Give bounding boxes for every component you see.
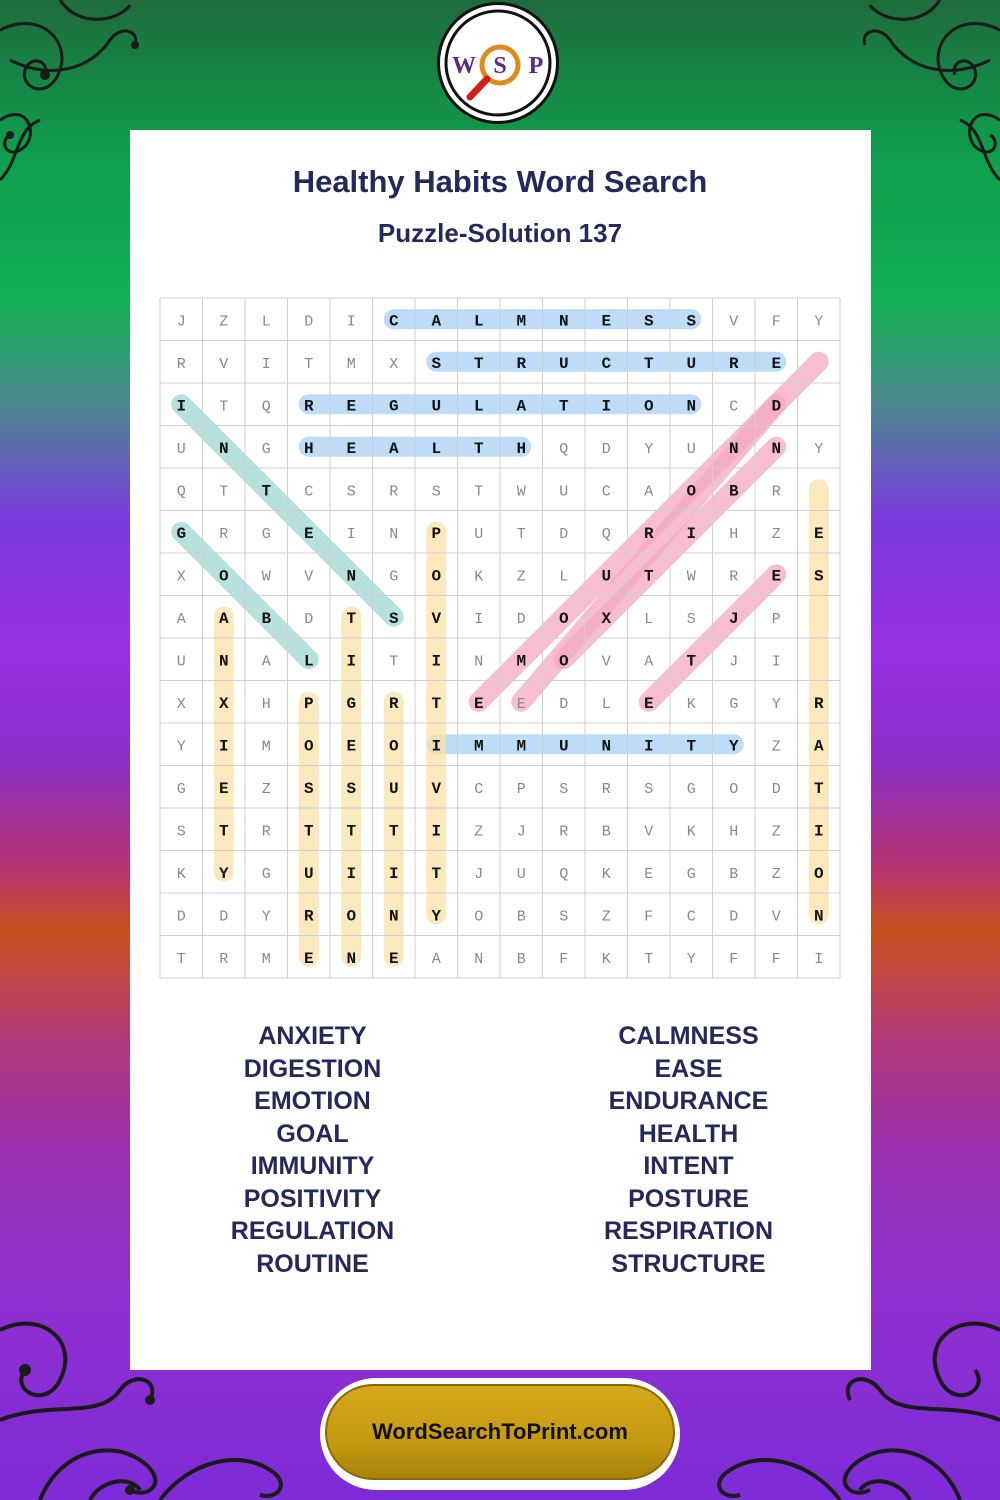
- grid-letter: O: [686, 482, 697, 501]
- grid-letter: O: [218, 567, 229, 586]
- grid-letter: U: [176, 653, 186, 671]
- grid-letter: S: [388, 609, 399, 628]
- grid-letter: R: [389, 483, 399, 501]
- grid-letter: O: [729, 780, 739, 798]
- grid-letter: E: [218, 779, 229, 798]
- grid-letter: K: [686, 695, 696, 713]
- grid-letter: U: [601, 567, 612, 586]
- grid-letter: T: [219, 483, 229, 501]
- grid-letter: N: [686, 397, 697, 416]
- grid-letter: L: [261, 313, 271, 331]
- grid-letter: I: [601, 397, 612, 416]
- grid-letter: A: [261, 653, 271, 671]
- grid-letter: T: [389, 653, 399, 671]
- grid-letter: S: [346, 779, 357, 798]
- grid-letter: L: [431, 439, 442, 458]
- grid-letter: K: [176, 865, 186, 883]
- grid-letter: I: [431, 652, 442, 671]
- grid-letter: O: [643, 397, 654, 416]
- grid-letter: I: [346, 864, 357, 883]
- grid-letter: Y: [644, 440, 654, 458]
- grid-letter: C: [686, 908, 696, 926]
- grid-letter: U: [388, 779, 399, 798]
- grid-letter: G: [261, 865, 271, 883]
- grid-letter: I: [643, 737, 654, 756]
- grid-letter: G: [176, 524, 187, 543]
- grid-letter: N: [813, 907, 824, 926]
- grid-letter: I: [346, 525, 356, 543]
- grid-letter: L: [473, 397, 484, 416]
- word-list-item: REGULATION: [230, 1217, 395, 1245]
- grid-letter: S: [643, 312, 654, 331]
- grid-letter: N: [218, 439, 229, 458]
- grid-letter: E: [346, 397, 357, 416]
- grid-letter: T: [686, 652, 697, 671]
- grid-letter: Z: [516, 568, 526, 586]
- grid-letter: D: [771, 397, 782, 416]
- grid-letter: A: [431, 950, 441, 968]
- word-list-item: POSITIVITY: [243, 1184, 382, 1213]
- grid-letter: N: [474, 653, 484, 671]
- word-search-grid: [160, 298, 840, 978]
- grid-letter: T: [388, 822, 399, 841]
- grid-letter: H: [729, 823, 739, 841]
- grid-letter: T: [431, 864, 442, 883]
- grid-letter: T: [558, 397, 569, 416]
- grid-letter: N: [771, 439, 782, 458]
- grid-letter: T: [219, 398, 229, 416]
- grid-letter: S: [686, 312, 697, 331]
- grid-letter: C: [304, 483, 314, 501]
- grid-letter: Z: [219, 313, 229, 331]
- grid-letter: E: [644, 865, 654, 883]
- grid-letter: D: [771, 780, 781, 798]
- grid-letter: X: [389, 355, 399, 373]
- grid-letter: F: [559, 950, 569, 968]
- grid-letter: G: [729, 695, 739, 713]
- grid-letter: M: [516, 737, 527, 756]
- grid-letter: D: [304, 610, 314, 628]
- logo-letter-s: S: [493, 53, 507, 79]
- grid-letter: F: [771, 950, 781, 968]
- grid-letter: R: [516, 354, 527, 373]
- grid-letter: J: [729, 653, 739, 671]
- grid-letter: V: [601, 653, 611, 671]
- grid-letter: I: [771, 653, 781, 671]
- grid-letter: C: [474, 780, 484, 798]
- word-list-item: EASE: [654, 1054, 723, 1083]
- grid-letter: G: [261, 440, 271, 458]
- wsp-logo: [437, 2, 559, 124]
- grid-letter: K: [474, 568, 484, 586]
- grid-letter: D: [304, 313, 314, 331]
- grid-letter: F: [729, 950, 739, 968]
- grid-letter: E: [303, 949, 314, 968]
- grid-letter: Y: [814, 313, 824, 331]
- grid-letter: Q: [176, 483, 186, 501]
- grid-letter: Y: [771, 695, 781, 713]
- grid-letter: F: [644, 908, 654, 926]
- grid-letter: C: [601, 483, 611, 501]
- grid-letter: A: [388, 439, 399, 458]
- grid-letter: O: [558, 609, 569, 628]
- grid-letter: A: [644, 483, 654, 501]
- grid-letter: U: [176, 440, 186, 458]
- grid-letter: Q: [261, 398, 271, 416]
- grid-letter: I: [261, 355, 271, 373]
- word-list-item: STRUCTURE: [611, 1249, 766, 1278]
- grid-letter: U: [303, 864, 314, 883]
- grid-letter: G: [686, 780, 696, 798]
- grid-letter: S: [431, 483, 441, 501]
- grid-letter: L: [601, 695, 611, 713]
- grid-letter: P: [431, 524, 442, 543]
- grid-letter: V: [304, 568, 314, 586]
- grid-letter: T: [516, 525, 526, 543]
- grid-letter: E: [303, 524, 314, 543]
- grid-letter: W: [686, 568, 696, 586]
- logo-letter-w: W: [452, 53, 476, 79]
- grid-letter: D: [219, 908, 229, 926]
- word-list-item: ANXIETY: [258, 1022, 367, 1050]
- grid-letter: R: [728, 354, 739, 373]
- grid-letter: D: [559, 525, 569, 543]
- grid-letter: O: [388, 737, 399, 756]
- grid-letter: C: [601, 354, 612, 373]
- grid-letter: K: [601, 950, 611, 968]
- grid-letter: D: [516, 610, 526, 628]
- grid-letter: Y: [686, 950, 696, 968]
- word-list-item: IMMUNITY: [250, 1152, 375, 1180]
- grid-letter: V: [219, 355, 229, 373]
- grid-letter: T: [473, 354, 484, 373]
- grid-letter: T: [303, 822, 314, 841]
- grid-letter: R: [303, 907, 314, 926]
- grid-letter: W: [261, 568, 271, 586]
- grid-letter: S: [559, 908, 569, 926]
- grid-letter: X: [176, 695, 186, 713]
- grid-letter: V: [431, 779, 442, 798]
- word-list-item: DIGESTION: [243, 1054, 382, 1083]
- grid-letter: E: [346, 737, 357, 756]
- grid-letter: Y: [176, 738, 186, 756]
- magnifier-icon: [440, 5, 556, 121]
- grid-letter: Y: [431, 907, 442, 926]
- website-link[interactable]: WordSearchToPrint.com: [325, 1384, 675, 1480]
- grid-letter: L: [644, 610, 654, 628]
- grid-letter: S: [813, 567, 824, 586]
- grid-letter: Z: [771, 525, 781, 543]
- grid-letter: J: [728, 609, 739, 628]
- grid-letter: O: [303, 737, 314, 756]
- grid-letter: B: [516, 950, 526, 968]
- grid-letter: I: [431, 822, 442, 841]
- grid-letter: I: [813, 822, 824, 841]
- grid-letter: Y: [218, 864, 229, 883]
- grid-letter: V: [644, 823, 654, 841]
- grid-letter: U: [558, 737, 569, 756]
- grid-letter: Z: [771, 865, 781, 883]
- grid-letter: C: [729, 398, 739, 416]
- grid-letter: I: [431, 737, 442, 756]
- grid-letter: T: [218, 822, 229, 841]
- grid-letter: Z: [474, 823, 484, 841]
- grid-letter: H: [261, 695, 271, 713]
- grid-letter: S: [559, 780, 569, 798]
- grid-letter: R: [388, 694, 399, 713]
- grid-letter: T: [304, 355, 314, 373]
- grid-letter: T: [686, 737, 697, 756]
- grid-letter: O: [431, 567, 442, 586]
- grid-letter: A: [813, 737, 824, 756]
- grid-letter: N: [346, 567, 357, 586]
- grid-letter: Z: [771, 738, 781, 756]
- grid-letter: N: [388, 907, 399, 926]
- grid-letter: B: [261, 609, 272, 628]
- grid-letter: K: [686, 823, 696, 841]
- grid-letter: I: [814, 950, 824, 968]
- grid-letter: B: [516, 908, 526, 926]
- grid-letter: I: [388, 864, 399, 883]
- word-list-right: [501, 1020, 876, 1280]
- grid-letter: J: [474, 865, 484, 883]
- grid-letter: U: [558, 354, 569, 373]
- page-subtitle: Puzzle-Solution 137: [377, 218, 623, 248]
- grid-letter: D: [729, 908, 739, 926]
- grid-letter: G: [176, 780, 186, 798]
- grid-letter: J: [176, 313, 186, 331]
- grid-letter: T: [474, 483, 484, 501]
- word-list-item: GOAL: [276, 1119, 349, 1148]
- grid-letter: I: [176, 397, 187, 416]
- grid-letter: T: [473, 439, 484, 458]
- grid-letter: P: [771, 610, 781, 628]
- grid-letter: I: [474, 610, 484, 628]
- grid-letter: G: [261, 525, 271, 543]
- grid-letter: Z: [771, 823, 781, 841]
- grid-letter: T: [346, 822, 357, 841]
- grid-letter: R: [643, 524, 654, 543]
- grid-letter: W: [516, 483, 526, 501]
- grid-letter: R: [729, 568, 739, 586]
- word-list-item: POSTURE: [628, 1184, 749, 1213]
- grid-letter: B: [728, 482, 739, 501]
- grid-letter: I: [346, 313, 356, 331]
- grid-letter: T: [644, 950, 654, 968]
- grid-letter: E: [473, 694, 484, 713]
- grid-letter: A: [176, 610, 186, 628]
- grid-letter: M: [516, 312, 527, 331]
- grid-letter: L: [559, 568, 569, 586]
- grid-letter: H: [303, 439, 314, 458]
- grid-letter: E: [771, 567, 782, 586]
- grid-letter: G: [389, 568, 399, 586]
- grid-letter: T: [176, 950, 186, 968]
- grid-letter: S: [644, 780, 654, 798]
- grid-letter: D: [176, 908, 186, 926]
- grid-letter: N: [601, 737, 612, 756]
- grid-letter: F: [771, 313, 781, 331]
- grid-letter: Y: [261, 908, 271, 926]
- grid-letter: U: [559, 483, 569, 501]
- grid-letter: R: [771, 483, 781, 501]
- grid-letter: T: [431, 694, 442, 713]
- grid-letter: N: [728, 439, 739, 458]
- logo-letter-p: P: [528, 53, 544, 79]
- grid-letter: I: [218, 737, 229, 756]
- grid-letter: T: [346, 609, 357, 628]
- grid-letter: P: [303, 694, 314, 713]
- grid-letter: V: [729, 313, 739, 331]
- grid-letter: Z: [261, 780, 271, 798]
- grid-letter: U: [474, 525, 484, 543]
- grid-letter: U: [686, 440, 696, 458]
- grid-letter: S: [686, 610, 696, 628]
- grid-letter: O: [474, 908, 484, 926]
- grid-letter: O: [558, 652, 569, 671]
- grid-letter: T: [643, 354, 654, 373]
- grid-letter: I: [346, 652, 357, 671]
- grid-letter: V: [431, 609, 442, 628]
- word-list-item: ROUTINE: [256, 1249, 369, 1278]
- grid-letter: N: [389, 525, 399, 543]
- grid-letter: E: [643, 694, 654, 713]
- grid-letter: T: [261, 482, 272, 501]
- grid-letter: S: [303, 779, 314, 798]
- grid-letter: E: [516, 695, 526, 713]
- word-list-item: INTENT: [643, 1152, 734, 1180]
- grid-letter: E: [388, 949, 399, 968]
- grid-letter: H: [729, 525, 739, 543]
- grid-letter: I: [686, 524, 697, 543]
- grid-letter: G: [686, 865, 696, 883]
- word-list-item: ENDURANCE: [608, 1087, 769, 1115]
- grid-letter: U: [516, 865, 526, 883]
- grid-letter: R: [261, 823, 271, 841]
- grid-letter: L: [473, 312, 484, 331]
- grid-letter: D: [559, 695, 569, 713]
- word-list-left: [125, 1020, 500, 1280]
- grid-letter: E: [771, 354, 782, 373]
- grid-letter: D: [601, 440, 611, 458]
- grid-letter: P: [516, 780, 526, 798]
- grid-letter: N: [218, 652, 229, 671]
- grid-letter: E: [346, 439, 357, 458]
- grid-letter: E: [813, 524, 824, 543]
- grid-letter: O: [813, 864, 824, 883]
- grid-letter: H: [516, 439, 527, 458]
- word-list-item: HEALTH: [638, 1119, 739, 1148]
- grid-letter: A: [218, 609, 229, 628]
- grid-letter: A: [644, 653, 654, 671]
- grid-letter: V: [771, 908, 781, 926]
- word-list-item: CALMNESS: [618, 1022, 759, 1050]
- grid-letter: Y: [814, 440, 824, 458]
- grid-letter: U: [686, 354, 697, 373]
- grid-letter: U: [431, 397, 442, 416]
- grid-letter: G: [346, 694, 357, 713]
- grid-letter: Q: [559, 865, 569, 883]
- page-title: Healthy Habits Word Search: [292, 164, 708, 199]
- grid-letter: G: [388, 397, 399, 416]
- grid-letter: B: [601, 823, 611, 841]
- grid-letter: R: [559, 823, 569, 841]
- grid-letter: M: [473, 737, 484, 756]
- grid-letter: X: [176, 568, 186, 586]
- grid-letter: R: [813, 694, 824, 713]
- grid-letter: N: [346, 949, 357, 968]
- grid-letter: N: [558, 312, 569, 331]
- grid-letter: O: [346, 907, 357, 926]
- grid-letter: R: [219, 950, 229, 968]
- grid-letter: N: [474, 950, 484, 968]
- grid-letter: L: [303, 652, 314, 671]
- grid-letter: M: [261, 738, 271, 756]
- grid-letter: S: [431, 354, 442, 373]
- grid-letter: T: [813, 779, 824, 798]
- grid-letter: M: [346, 355, 356, 373]
- grid-letter: T: [643, 567, 654, 586]
- word-list-item: EMOTION: [254, 1087, 371, 1115]
- grid-letter: S: [176, 823, 186, 841]
- grid-letter: J: [516, 823, 526, 841]
- grid-letter: E: [601, 312, 612, 331]
- grid-letter: X: [218, 694, 229, 713]
- grid-letter: M: [261, 950, 271, 968]
- grid-letter: R: [219, 525, 229, 543]
- grid-letter: R: [303, 397, 314, 416]
- word-list-item: RESPIRATION: [604, 1217, 773, 1245]
- grid-letter: Q: [601, 525, 611, 543]
- grid-letter: Q: [559, 440, 569, 458]
- grid-letter: Z: [601, 908, 611, 926]
- grid-letter: K: [601, 865, 611, 883]
- grid-letter: B: [729, 865, 739, 883]
- grid-letter: X: [601, 609, 612, 628]
- grid-letter: R: [601, 780, 611, 798]
- grid-letter: Y: [728, 737, 739, 756]
- grid-letter: M: [516, 652, 527, 671]
- grid-letter: A: [431, 312, 442, 331]
- grid-letter: R: [176, 355, 186, 373]
- grid-letter: S: [346, 483, 356, 501]
- grid-letter: A: [516, 397, 527, 416]
- grid-letter: C: [388, 312, 399, 331]
